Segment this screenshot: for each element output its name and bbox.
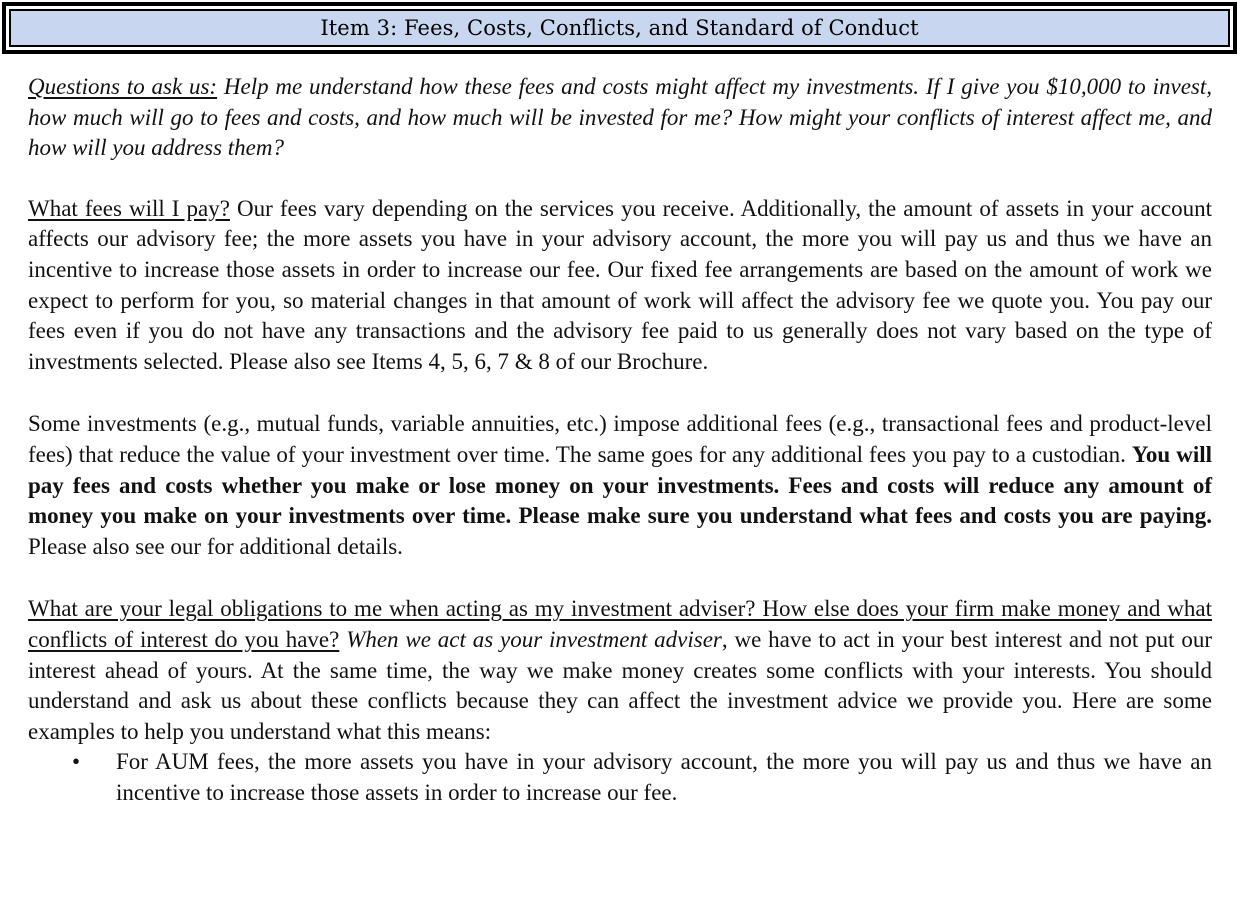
fees-question: What fees will I pay? — [28, 195, 230, 221]
investments-bold-text: You will pay fees and costs whether you make or lose money on your investments. Fees and costs will reduce any amount of money you make on your investments over time. Please make sure you understand what fees and costs you are paying. — [28, 441, 1212, 529]
obligations-paragraph — [28, 594, 1212, 747]
investments-text: Some investments (e.g., mutual funds, variable annuities, etc.) impose additional fees (e.g., transactional fees and product-level fees) that reduce the value of your investment over time. The same goes for any additional fees you pay to a custodian. — [28, 411, 1212, 467]
list-item — [28, 747, 1212, 808]
list-item-text: For AUM fees, the more assets you have in your advisory account, the more you will pay us and thus we have an incentive to increase those assets in order to increase our fee. — [116, 749, 1212, 805]
investments-paragraph — [28, 409, 1212, 562]
section-header-band — [9, 9, 1230, 47]
questions-label: Questions to ask us: — [28, 74, 218, 99]
questions-text: Help me understand how these fees and costs might affect my investments. If I give you $10,000 to invest, how much will go to fees and costs, and how much will be invested for me? How might your conflicts of interest affect me, and how will you address them? — [28, 74, 1212, 161]
section-title: Item 3: Fees, Costs, Conflicts, and Standard of Conduct — [320, 16, 919, 40]
obligations-question: What are your legal obligations to me when acting as my investment adviser? How else does your firm make money and what conflicts of interest do you have? — [28, 596, 1212, 652]
document-body — [28, 72, 1212, 808]
obligations-italic-lead: When we act as your investment adviser — [346, 626, 722, 652]
fees-text: Our fees vary depending on the services you receive. Additionally, the amount of assets in your account affects our advisory fee; the more assets you have in your advisory account, the more you will pay us and thus we have an incentive to increase those assets in order to increase our fee. Our fixed fee arrangements are based on the amount of work we expect to perform for you, so material changes in that amount of work will affect the advisory fee we quote you. You pay our fees even if you do not have any transactions and the advisory fee paid to us generally does not vary based on the type of investments selected. Please also see Items 4, 5, 6, 7 & 8 of our Brochure. — [28, 195, 1212, 374]
bullet-icon: • — [72, 749, 81, 775]
examples-list — [28, 747, 1212, 808]
questions-paragraph — [28, 72, 1212, 164]
investments-tail-text: Please also see our for additional details. — [28, 533, 403, 559]
section-header — [2, 2, 1237, 54]
obligations-text: , we have to act in your best interest and not put our interest ahead of yours. At the same time, the way we make money creates some conflicts with your interests. You should understand and ask us about these conflicts because they can affect the investment advice we provide you. Here are some examples to help you understand what this means: — [28, 626, 1212, 744]
fees-paragraph — [28, 194, 1212, 378]
